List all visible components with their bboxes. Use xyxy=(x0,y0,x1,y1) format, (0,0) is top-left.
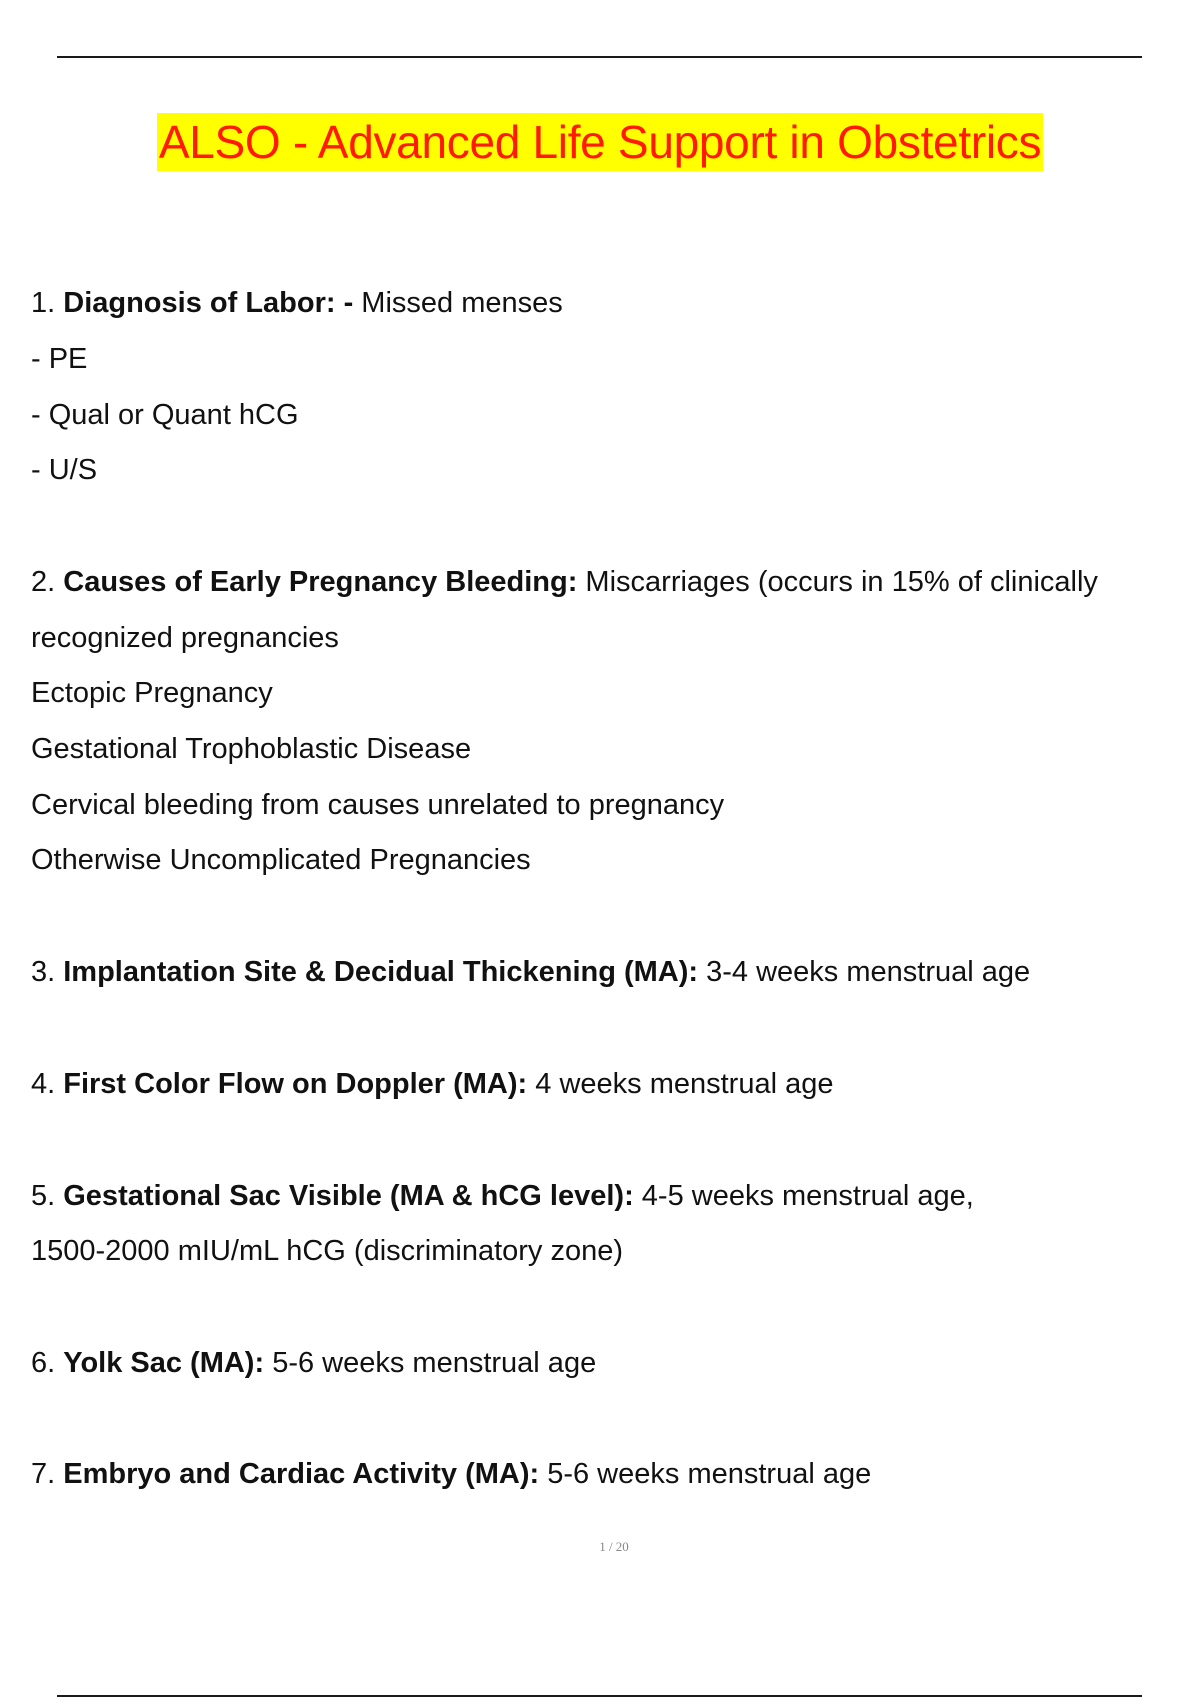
item-term: Embryo and Cardiac Activity (MA): xyxy=(63,1458,540,1490)
item-term: Gestational Sac Visible (MA & hCG level): xyxy=(63,1180,634,1212)
list-item xyxy=(31,1456,871,1492)
item-number: 5. xyxy=(31,1180,56,1212)
list-item-continuation: Cervical bleeding from causes unrelated to pregnancy xyxy=(31,789,725,821)
document-title: ALSO - Advanced Life Support in Obstetrics xyxy=(157,113,1043,171)
list-item-continuation: recognized pregnancies xyxy=(31,622,339,654)
list-item-continuation: - PE xyxy=(31,343,88,375)
item-term: Diagnosis of Labor: - xyxy=(63,287,354,319)
list-item xyxy=(31,285,563,321)
item-definition: 5-6 weeks menstrual age xyxy=(539,1458,872,1490)
list-item xyxy=(31,1178,974,1214)
item-definition: 4-5 weeks menstrual age, xyxy=(633,1180,974,1212)
item-number: 6. xyxy=(31,1347,56,1379)
page-number: 1 / 20 xyxy=(599,1539,629,1554)
list-item-continuation: Gestational Trophoblastic Disease xyxy=(31,733,472,765)
item-number: 7. xyxy=(31,1458,56,1490)
item-definition: 5-6 weeks menstrual age xyxy=(264,1347,597,1379)
list-item xyxy=(31,1345,596,1381)
item-definition: Miscarriages (occurs in 15% of clinically xyxy=(577,566,1098,598)
top-rule xyxy=(57,56,1142,58)
title-container xyxy=(0,113,1200,171)
item-term: Yolk Sac (MA): xyxy=(63,1347,265,1379)
list-item xyxy=(31,564,1098,600)
item-term: First Color Flow on Doppler (MA): xyxy=(63,1068,528,1100)
list-item-continuation: Ectopic Pregnancy xyxy=(31,677,273,709)
list-item xyxy=(31,954,1030,990)
item-number: 2. xyxy=(31,566,56,598)
bottom-rule xyxy=(57,1695,1142,1697)
list-item-continuation: Otherwise Uncomplicated Pregnancies xyxy=(31,844,531,876)
item-definition: 3-4 weeks menstrual age xyxy=(698,956,1031,988)
item-definition: Missed menses xyxy=(353,287,563,319)
item-definition: 4 weeks menstrual age xyxy=(527,1068,834,1100)
item-term: Causes of Early Pregnancy Bleeding: xyxy=(63,566,578,598)
list-item-continuation: 1500-2000 mIU/mL hCG (discriminatory zone) xyxy=(31,1235,624,1267)
item-number: 3. xyxy=(31,956,56,988)
list-item-continuation: - U/S xyxy=(31,454,98,486)
item-term: Implantation Site & Decidual Thickening (MA): xyxy=(63,956,699,988)
item-number: 4. xyxy=(31,1068,56,1100)
item-number: 1. xyxy=(31,287,56,319)
list-item xyxy=(31,1066,833,1102)
list-item-continuation: - Qual or Quant hCG xyxy=(31,399,299,431)
